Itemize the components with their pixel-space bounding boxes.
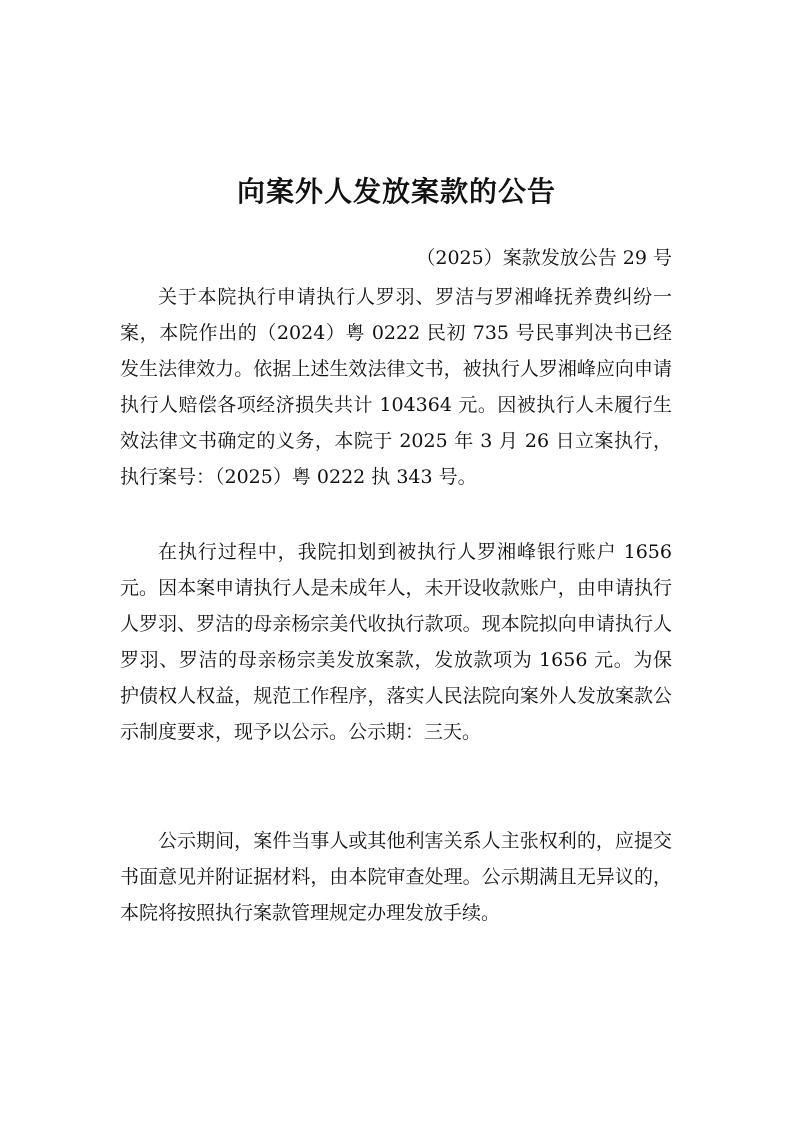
paragraph-objection-procedure: 公示期间，案件当事人或其他利害关系人主张权利的，应提交书面意见并附证据材料，由本院审查处理。公示期满且无异议的，本院将按照执行案款管理规定办理发放手续。 xyxy=(120,830,672,924)
paragraph-case-background: 关于本院执行申请执行人罗羽、罗洁与罗湘峰抚养费纠纷一案，本院作出的（2024）粤 0222 民初 735 号民事判决书已经发生法律效力。依据上述生效法律文书，被执行人罗湘峰应向申请执行人赔偿各项经济损失共计 104364 元。因被执行人未履行生效法律文书确定的义务，本院于 2025 年 3 月 26 日立案执行，执行案号：（2025）粤 0222 执 343 号。 xyxy=(120,286,672,488)
notice-title: 向案外人发放案款的公告 xyxy=(236,175,556,208)
paragraph-payment-details: 在执行过程中，我院扣划到被执行人罗湘峰银行账户 1656 元。因本案申请执行人是未成年人，未开设收款账户，由申请执行人罗羽、罗洁的母亲杨宗美代收执行款项。现本院拟向申请执行人罗羽、罗洁的母亲杨宗美发放案款，发放款项为 1656 元。为保护债权人权益，规范工作程序，落实人民法院向案外人发放案款公示制度要求，现予以公示。公示期：三天。 xyxy=(120,541,672,743)
document-number: （2025）案款发放公告 29 号 xyxy=(416,247,672,269)
